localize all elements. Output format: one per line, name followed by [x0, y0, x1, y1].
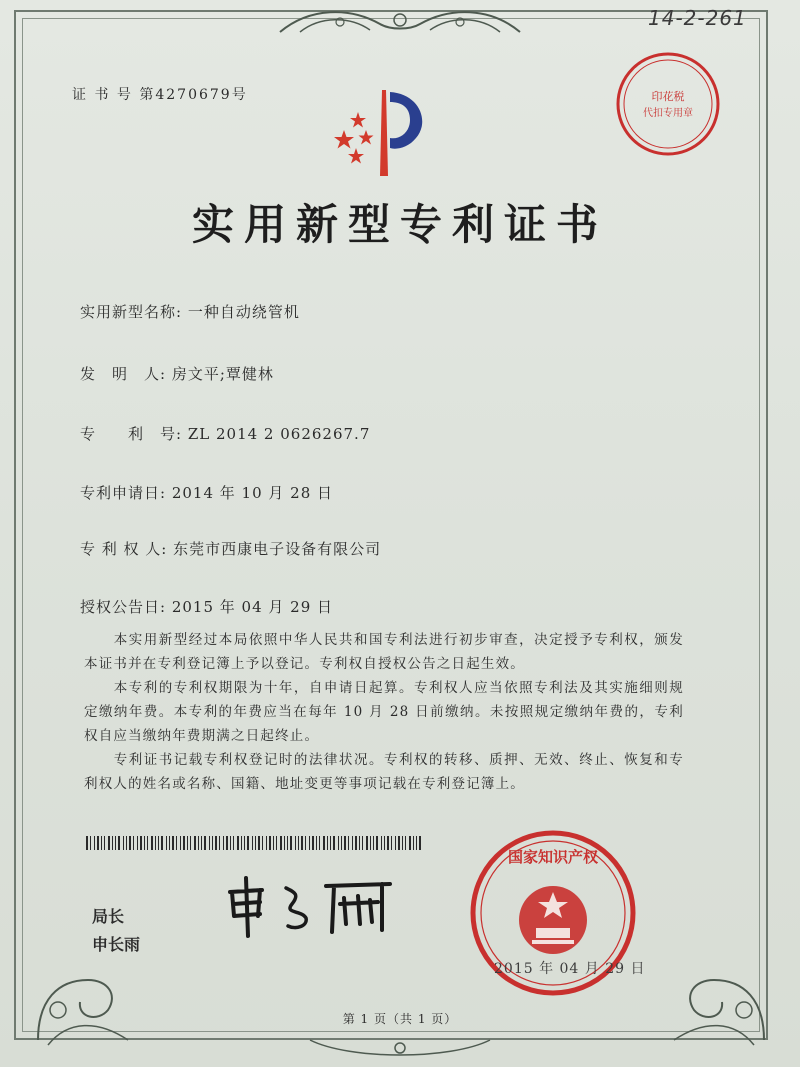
- field-value: 房文平;覃健林: [171, 365, 274, 383]
- field-filing-date: [80, 482, 333, 503]
- signatory-name: 申长雨: [92, 935, 141, 954]
- seal-date: 2015 年 04 月 29 日: [494, 961, 646, 977]
- corner-ornament-bl-icon: [28, 940, 138, 1050]
- field-value: 2014 年 10 月 28 日: [171, 484, 334, 502]
- paragraph-grant-statement: 本实用新型经过本局依照中华人民共和国专利法进行初步审查，决定授予专利权，颁发本证书并在专利登记簿上予以登记。专利权自授权公告之日起生效。: [84, 631, 684, 672]
- cnipa-logo-icon: [330, 82, 440, 182]
- field-value: 东莞市西康电子设备有限公司: [173, 540, 382, 558]
- top-ornament-icon: [270, 2, 530, 42]
- field-utility-model-name: [80, 301, 300, 322]
- svg-text:印花税: 印花税: [651, 90, 685, 103]
- stamp-seal-icon: [612, 48, 724, 160]
- certificate-number: 证 书 号 第4270679号: [72, 87, 248, 103]
- field-value: ZL 2014 2 0626267.7: [187, 425, 371, 443]
- certificate-title: 实用新型专利证书: [191, 200, 608, 249]
- handwritten-note: 14-2-261: [648, 6, 747, 30]
- svg-text:代扣专用章: 代扣专用章: [643, 108, 693, 119]
- field-value: 一种自动绕管机: [187, 303, 300, 321]
- signature-icon: [222, 870, 402, 940]
- field-label: 专 利 号:: [80, 425, 183, 443]
- field-inventors: [80, 363, 274, 384]
- barcode-icon: [86, 836, 426, 850]
- paragraph-term-statement: 本专利的专利权期限为十年，自申请日起算。专利权人应当依照专利法及其实施细则规定缴纳年费。本专利的年费应当在每年 10 月 28 日前缴纳。未按照规定缴纳年费的，专利权自应当缴纳年费期满之日起终止。: [84, 679, 684, 744]
- bottom-ornament-icon: [300, 1034, 500, 1062]
- field-label: 授权公告日:: [80, 598, 167, 616]
- field-grant-date: [80, 596, 333, 617]
- field-patentee: [80, 538, 381, 559]
- field-label: 专 利 权 人:: [80, 540, 168, 558]
- page-number: 第 1 页（共 1 页）: [342, 1012, 458, 1026]
- field-value: 2015 年 04 月 29 日: [171, 598, 334, 616]
- svg-text:国家知识产权: 国家知识产权: [507, 848, 599, 866]
- field-label: 专利申请日:: [80, 484, 167, 502]
- corner-ornament-br-icon: [664, 940, 774, 1050]
- field-patent-number: [80, 423, 370, 444]
- field-label: 实用新型名称:: [80, 303, 183, 321]
- paragraph-legal-status: 专利证书记载专利权登记时的法律状况。专利权的转移、质押、无效、终止、恢复和专利权人的姓名或名称、国籍、地址变更等事项记载在专利登记簿上。: [84, 751, 684, 792]
- field-label: 发 明 人:: [80, 365, 167, 383]
- signatory-title: 局长: [92, 907, 125, 926]
